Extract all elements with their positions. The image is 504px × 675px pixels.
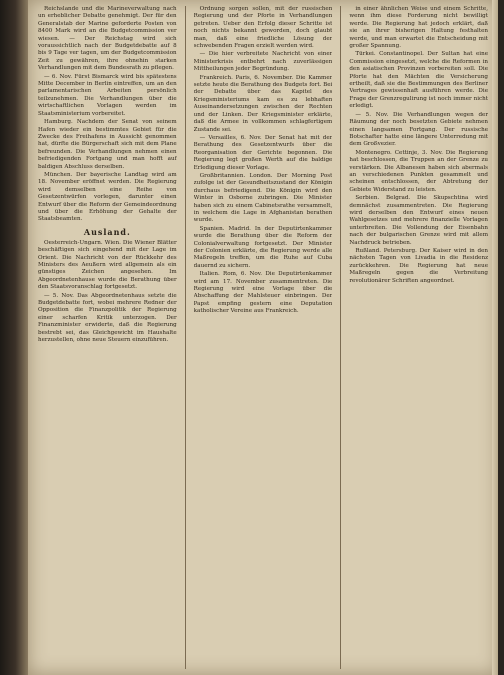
column-rule [185, 6, 186, 669]
paragraph: Serbien. Belgrad. Die Skupschtina wird demnächst zusammentreten. Die Regierung wird derselben den Entwurf eines neuen Wahlgesetzes und mehrere finanzielle Vorlagen unterbreiten. Die Vollendung der Eisenbahn nach der bulgarischen Grenze wird mit allem Nachdruck betrieben. [349, 195, 489, 246]
paragraph: Rußland. Petersburg. Der Kaiser wird in den nächsten Tagen von Livadia in die Residenz zurückkehren. Die Regierung hat neue Maßregeln gegen die Verbreitung revolutionärer Schriften angeordnet. [349, 248, 489, 284]
column-1 [38, 6, 177, 669]
book-binding [0, 0, 28, 675]
paragraph: Montenegro. Cettinje, 3. Nov. Die Regierung hat beschlossen, die Truppen an der Grenze zu verstärken. Die Albanesen haben sich abermals an verschiedenen Punkten gesammelt und scheinen entschlossen, der Abtretung der Gebiete Widerstand zu leisten. [349, 149, 489, 193]
paragraph: — 5. Nov. Die Verhandlungen wegen der Räumung der noch besetzten Gebiete nehmen einen langsamen Fortgang. Der russische Botschafter hatte eine längere Unterredung mit dem Großvezier. [349, 111, 489, 148]
paragraph: Hamburg. Nachdem der Senat von seinem Hafen wieder ein bestimmtes Gebiet für die Zwecke des Freihafens in Aussicht genommen hat, dürfte die Bürgerschaft sich mit dem Plane befreunden. Die Verhandlungen nehmen einen befriedigenden Fortgang und man hofft auf baldigen Abschluss derselben. [38, 119, 177, 170]
section-heading: Ausland. [83, 226, 131, 237]
paragraph: — 5. Nov. Das Abgeordnetenhaus setzte die Budgetdebatte fort, wobei mehrere Redner der Opposition die Finanzpolitik der Regierung einer scharfen Kritik unterzogen. Der Finanzminister erwiderte, daß die Regierung bestrebt sei, das Gleichgewicht im Haushalte herzustellen, ohne neue Steuern einzuführen. [38, 292, 177, 344]
column-rule [340, 6, 341, 669]
paragraph: — Die hier verbreitete Nachricht von einer Ministerkrisis entbehrt nach zuverlässigen Mittheilungen jeder Begründung. [193, 51, 333, 73]
text-columns [38, 6, 488, 669]
paragraph: Türkei. Constantinopel. Der Sultan hat eine Commission eingesetzt, welche die Reformen in den asiatischen Provinzen vorbereiten soll. Die Pforte hat den Mächten die Versicherung ertheilt, daß sie die Bestimmungen des Berliner Vertrages gewissenhaft ausführen werde. Die Frage der Grenzregulirung ist noch immer nicht erledigt. [349, 51, 489, 110]
paragraph: Ordnung sorgen sollen, mit der russischen Regierung und der Pforte in Verhandlungen getreten. Ueber den Erfolg dieser Schritte ist noch nichts bekannt geworden, doch glaubt man, daß eine friedliche Lösung der schwebenden Fragen erzielt werden wird. [193, 6, 333, 50]
paragraph: — Versailles, 6. Nov. Der Senat hat mit der Berathung des Gesetzentwurfs über die Reorganisation der Gerichte begonnen. Die Regierung legt großen Werth auf die baldige Erledigung dieser Vorlage. [193, 134, 333, 171]
paragraph: Frankreich. Paris, 6. November. Die Kammer setzte heute die Berathung des Budgets fort. Bei der Debatte über das Kapitel des Kriegsministeriums kam es zu lebhaften Auseinandersetzungen zwischen der Rechten und der Linken. Der Kriegsminister erklärte, daß die Armee in vollkommen schlagfertigem Zustande sei. [193, 74, 333, 133]
paragraph: München. Der bayerische Landtag wird am 18. November eröffnet werden. Die Regierung wird demselben eine Reihe von Gesetzentwürfen vorlegen, darunter einen Entwurf über die Reform der Gemeindeordnung und über die Erhöhung der Gehalte der Staatsbeamten. [38, 171, 177, 223]
paragraph: — 6. Nov. Fürst Bismarck wird bis spätestens Mitte December in Berlin eintreffen, um an den parlamentarischen Arbeiten persönlich teilzunehmen. Die Verhandlungen über die wirtschaftlichen Vorlagen werden im Staatsministerium vorbereitet. [38, 73, 177, 117]
paragraph: in einer ähnlichen Weise und einem Schritte, wenn ihm diese Forderung nicht bewilligt werde. Die Regierung hat jedoch erklärt, daß sie an ihrer bisherigen Haltung festhalten werde, und man erwartet die Entscheidung mit großer Spannung. [349, 6, 489, 50]
paragraph: Großbritannien. London. Der Morning Post zufolge ist der Gesundheitszustand der Königin durchaus befriedigend. Die Königin wird den Winter in Osborne zubringen. Die Minister haben sich zu einem Cabinetsrathe versammelt, in welchem die Lage in Afghanistan berathen wurde. [193, 172, 333, 224]
paragraph: Reichslande und die Marineverwaltung nach un erheblicher Debatte genehmigt. Der für den Generalstab der Marine geforderte Posten von 8400 Mark wird an die Budgetcommission ver wiesen. — Der Reichstag wird sich voraussichtlich nach der Budgetdebatte auf 8 bis 9 Tage ver tagen, um der Budgetcommission Zeit zu gewähren, ihre ohnehin starken Verhandlungen mit dem Bundesrath zu pflegen. [38, 6, 177, 72]
column-2 [194, 6, 333, 669]
column-3 [349, 6, 488, 669]
page-edge [492, 0, 498, 675]
paragraph: Oesterreich-Ungarn. Wien. Die Wiener Blätter beschäftigen sich eingehend mit der Lage im Orient. Die Nachricht von der Rückkehr des Ministers des Aeußern wird allgemein als ein günstiges Zeichen angesehen. Im Abgeordnetenhause wurde die Berathung über den Staatsvoranschlag fortgesetzt. [38, 239, 177, 291]
paragraph: Spanien. Madrid. In der Deputirtenkammer wurde die Berathung über die Reform der Colonialverwaltung fortgesetzt. Der Minister der Colonien erklärte, die Regierung werde alle Maßregeln treffen, um die Ruhe auf Cuba dauernd zu sichern. [193, 225, 333, 269]
paragraph: Italien. Rom, 6. Nov. Die Deputirtenkammer wird am 17. November zusammentreten. Die Regierung wird eine Vorlage über die Abschaffung der Mahlsteuer einbringen. Der Papst empfing gestern eine Deputation katholischer Vereine aus Frankreich. [193, 271, 333, 315]
newspaper-page [28, 0, 498, 675]
